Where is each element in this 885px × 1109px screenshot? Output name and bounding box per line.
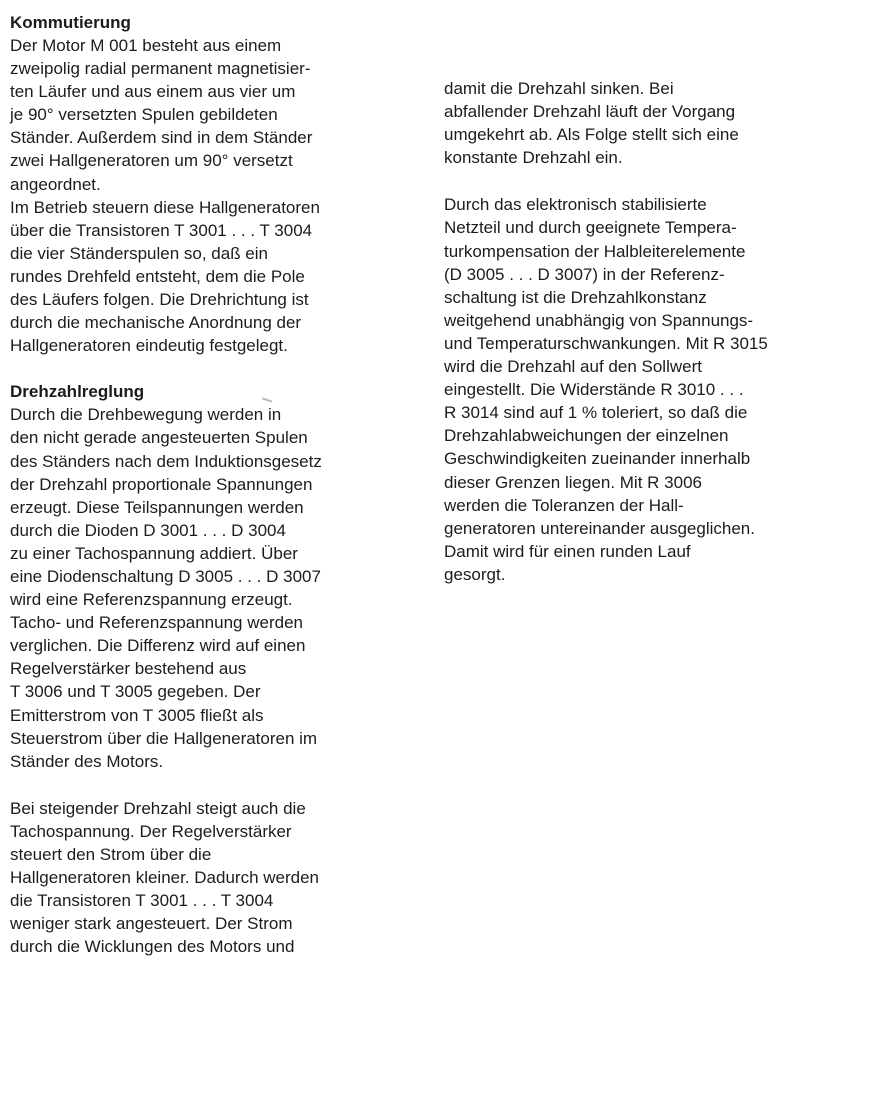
text-line: ten Läufer und aus einem aus vier um	[10, 82, 296, 102]
text-line: wird die Drehzahl auf den Sollwert	[444, 357, 702, 377]
paragraph-kommutierung-2	[10, 196, 440, 358]
left-column	[10, 12, 440, 958]
paragraph-right-1	[444, 77, 874, 169]
text-line: Im Betrieb steuern diese Hallgeneratoren	[10, 197, 320, 217]
text-line: durch die Dioden D 3001 . . . D 3004	[10, 520, 286, 540]
text-line: turkompensation der Halbleiterelemente	[444, 241, 746, 261]
text-line: Netzteil und durch geeignete Tempera-	[444, 218, 737, 238]
text-line: eine Diodenschaltung D 3005 . . . D 3007	[10, 566, 321, 586]
text-line: Durch die Drehbewegung werden in	[10, 405, 282, 425]
text-line: Tachospannung. Der Regelverstärker	[10, 821, 292, 841]
text-line: konstante Drehzahl ein.	[444, 148, 623, 168]
paragraph-drehzahlreglung-2	[10, 797, 440, 959]
heading-kommutierung: Kommutierung	[10, 13, 131, 32]
text-line: erzeugt. Diese Teilspannungen werden	[10, 497, 304, 517]
right-column	[444, 77, 874, 586]
text-line: des Läufers folgen. Die Drehrichtung ist	[10, 290, 309, 310]
text-line: Drehzahlabweichungen der einzelnen	[444, 426, 729, 446]
heading-drehzahlreglung: Drehzahlreglung	[10, 382, 145, 402]
text-line: Ständer des Motors.	[10, 751, 164, 771]
paragraph-drehzahlreglung-1	[10, 403, 440, 773]
text-line: Hallgeneratoren eindeutig festgelegt.	[10, 336, 288, 356]
text-line: je 90° versetzten Spulen gebildeten	[10, 105, 278, 125]
text-line: und Temperaturschwankungen. Mit R 3015	[444, 333, 768, 353]
text-line: wird eine Referenzspannung erzeugt.	[10, 590, 293, 610]
text-line: zwei Hallgeneratoren um 90° versetzt	[10, 151, 293, 171]
text-line: durch die Wicklungen des Motors und	[10, 937, 295, 957]
text-line: weitgehend unabhängig von Spannungs-	[444, 310, 754, 330]
text-line: abfallender Drehzahl läuft der Vorgang	[444, 102, 736, 122]
text-line: den nicht gerade angesteuerten Spulen	[10, 428, 308, 448]
text-line: durch die mechanische Anordnung der	[10, 313, 302, 333]
text-line: umgekehrt ab. Als Folge stellt sich eine	[444, 125, 739, 145]
text-line: R 3014 sind auf 1 % toleriert, so daß die	[444, 403, 748, 423]
text-line: (D 3005 . . . D 3007) in der Referenz-	[444, 264, 725, 284]
text-line: Regelverstärker bestehend aus	[10, 659, 247, 679]
text-line: eingestellt. Die Widerstände R 3010 . . .	[444, 380, 744, 400]
text-line: Hallgeneratoren kleiner. Dadurch werden	[10, 868, 320, 888]
paragraph-spacer	[444, 169, 874, 193]
text-line: Emitterstrom von T 3005 fließt als	[10, 705, 264, 725]
text-line: Damit wird für einen runden Lauf	[444, 541, 691, 561]
text-line: zweipolig radial permanent magnetisier-	[10, 59, 311, 79]
section-spacer	[10, 357, 440, 381]
text-line: gesorgt.	[444, 564, 506, 584]
text-line: damit die Drehzahl sinken. Bei	[444, 79, 674, 98]
text-line: die vier Ständerspulen so, daß ein	[10, 243, 268, 263]
text-line: des Ständers nach dem Induktionsgesetz	[10, 451, 322, 471]
text-line: angeordnet.	[10, 174, 101, 194]
text-line: rundes Drehfeld entsteht, dem die Pole	[10, 266, 305, 286]
text-line: weniger stark angesteuert. Der Strom	[10, 914, 293, 934]
text-line: der Drehzahl proportionale Spannungen	[10, 474, 313, 494]
text-line: verglichen. Die Differenz wird auf einen	[10, 636, 306, 656]
text-line: dieser Grenzen liegen. Mit R 3006	[444, 472, 702, 492]
paragraph-right-2	[444, 193, 874, 586]
text-line: schaltung ist die Drehzahlkonstanz	[444, 287, 707, 307]
paragraph-kommutierung-1	[10, 34, 440, 196]
text-line: über die Transistoren T 3001 . . . T 3004	[10, 220, 313, 240]
text-line: die Transistoren T 3001 . . . T 3004	[10, 891, 274, 911]
text-line: Durch das elektronisch stabilisierte	[444, 195, 707, 215]
text-line: Steuerstrom über die Hallgeneratoren im	[10, 728, 318, 748]
text-line: Tacho- und Referenzspannung werden	[10, 613, 303, 633]
text-line: Bei steigender Drehzahl steigt auch die	[10, 798, 306, 818]
text-line: Ständer. Außerdem sind in dem Ständer	[10, 128, 313, 148]
text-line: Geschwindigkeiten zueinander innerhalb	[444, 449, 751, 469]
paragraph-spacer	[10, 773, 440, 797]
text-line: Der Motor M 001 besteht aus einem	[10, 36, 282, 55]
text-line: werden die Toleranzen der Hall-	[444, 495, 684, 515]
text-line: generatoren untereinander ausgeglichen.	[444, 518, 755, 538]
text-line: steuert den Strom über die	[10, 845, 212, 864]
text-line: zu einer Tachospannung addiert. Über	[10, 543, 298, 563]
text-line: T 3006 und T 3005 gegeben. Der	[10, 682, 261, 702]
